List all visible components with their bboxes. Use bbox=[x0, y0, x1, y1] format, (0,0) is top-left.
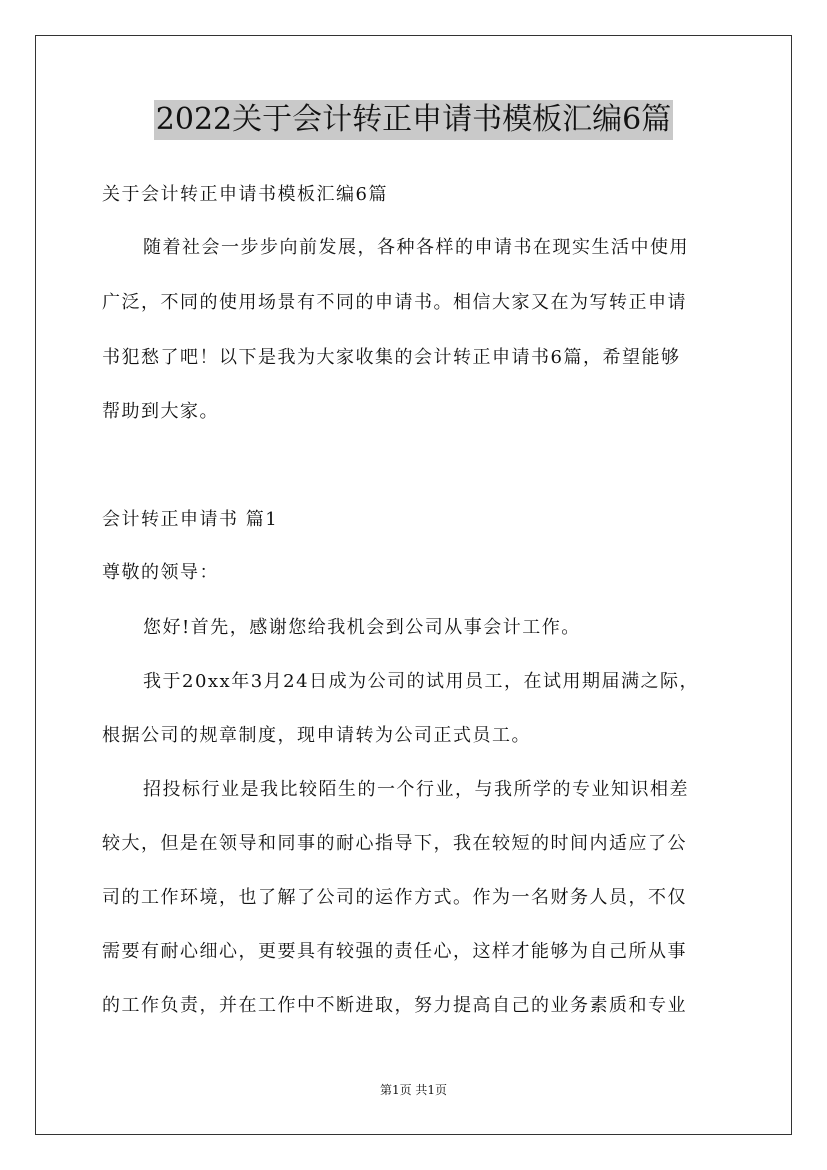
body-line: 的工作负责，并在工作中不断进取，努力提高自己的业务素质和专业 bbox=[102, 995, 687, 1016]
document-title: 2022关于会计转正申请书模板汇编6篇 bbox=[154, 100, 673, 140]
document-subtitle: 关于会计转正申请书模板汇编6篇 bbox=[102, 184, 388, 205]
body-line: 较大，但是在领导和同事的耐心指导下，我在较短的时间内适应了公 bbox=[102, 833, 687, 854]
intro-line: 随着社会一步步向前发展，各种各样的申请书在现实生活中使用 bbox=[143, 237, 689, 258]
body-line: 招投标行业是我比较陌生的一个行业，与我所学的专业知识相差 bbox=[143, 779, 689, 800]
body-line: 您好!首先，感谢您给我机会到公司从事会计工作。 bbox=[143, 617, 581, 638]
intro-line: 帮助到大家。 bbox=[102, 401, 219, 422]
title-container bbox=[0, 100, 827, 140]
intro-line: 书犯愁了吧！以下是我为大家收集的会计转正申请书6篇，希望能够 bbox=[102, 347, 681, 368]
page-footer: 第1页 共1页 bbox=[379, 1083, 448, 1097]
intro-line: 广泛，不同的使用场景有不同的申请书。相信大家又在为写转正申请 bbox=[102, 292, 687, 313]
body-line: 司的工作环境，也了解了公司的运作方式。作为一名财务人员，不仅 bbox=[102, 887, 687, 908]
body-line: 需要有耐心细心，更要具有较强的责任心，这样才能够为自己所从事 bbox=[102, 941, 687, 962]
body-line: 根据公司的规章制度，现申请转为公司正式员工。 bbox=[102, 725, 531, 746]
body-line: 我于20xx年3月24日成为公司的试用员工，在试用期届满之际， bbox=[143, 671, 700, 692]
section-heading: 会计转正申请书 篇1 bbox=[102, 509, 279, 530]
salutation: 尊敬的领导： bbox=[102, 562, 219, 583]
